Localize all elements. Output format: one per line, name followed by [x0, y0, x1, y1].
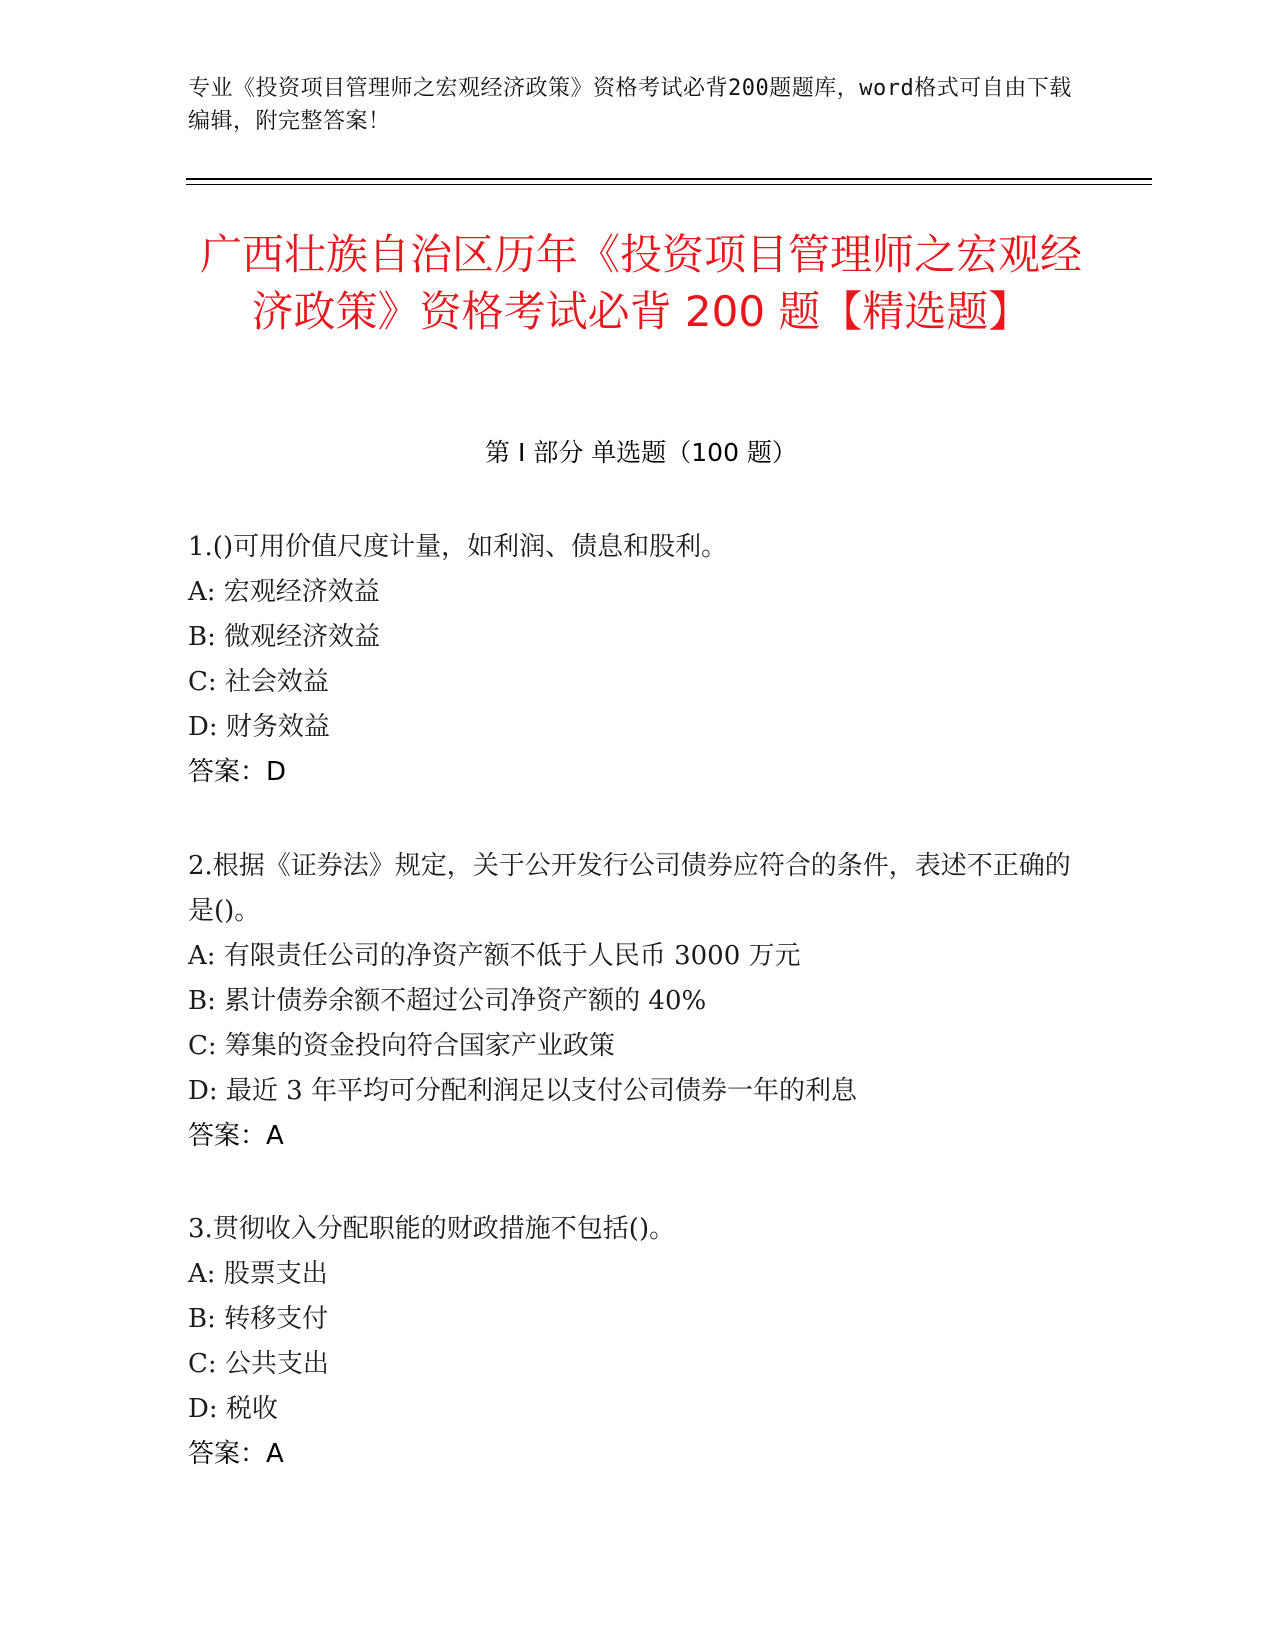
answer-line: 答案：A	[188, 1121, 284, 1151]
header-divider-thin	[186, 184, 1152, 185]
option-a: A: 有限责任公司的净资产额不低于人民币 3000 万元	[188, 941, 801, 971]
option-c: C: 社会效益	[188, 667, 329, 697]
question-stem: 1.()可用价值尺度计量，如利润、债息和股利。	[188, 532, 728, 562]
section-heading: 第 I 部分 单选题（100 题）	[485, 438, 797, 467]
question-1	[188, 525, 1088, 795]
option-d: D: 财务效益	[188, 712, 330, 742]
option-c: C: 筹集的资金投向符合国家产业政策	[188, 1031, 615, 1061]
option-b: B: 微观经济效益	[188, 622, 381, 652]
answer-line: 答案：A	[188, 1439, 284, 1469]
question-2	[188, 844, 1088, 1159]
header-note: 专业《投资项目管理师之宏观经济政策》资格考试必背200题题库，word格式可自由下载编辑，附完整答案！	[188, 76, 1072, 134]
question-3	[188, 1207, 1088, 1477]
answer-line: 答案：D	[188, 757, 287, 787]
option-d: D: 税收	[188, 1394, 278, 1424]
option-d: D: 最近 3 年平均可分配利润足以支付公司债券一年的利息	[188, 1076, 857, 1106]
option-a: A: 股票支出	[188, 1259, 328, 1289]
option-c: C: 公共支出	[188, 1349, 329, 1379]
option-b: B: 累计债券余额不超过公司净资产额的 40%	[188, 986, 707, 1016]
document-title: 广西壮族自治区历年《投资项目管理师之宏观经济政策》资格考试必背 200 题【精选题】	[199, 230, 1082, 336]
option-a: A: 宏观经济效益	[188, 577, 380, 607]
option-b: B: 转移支付	[188, 1304, 329, 1334]
question-stem: 3.贯彻收入分配职能的财政措施不包括()。	[188, 1214, 676, 1244]
header-divider	[186, 178, 1152, 180]
question-stem: 2.根据《证券法》规定，关于公开发行公司债券应符合的条件，表述不正确的是()。	[188, 851, 1071, 926]
